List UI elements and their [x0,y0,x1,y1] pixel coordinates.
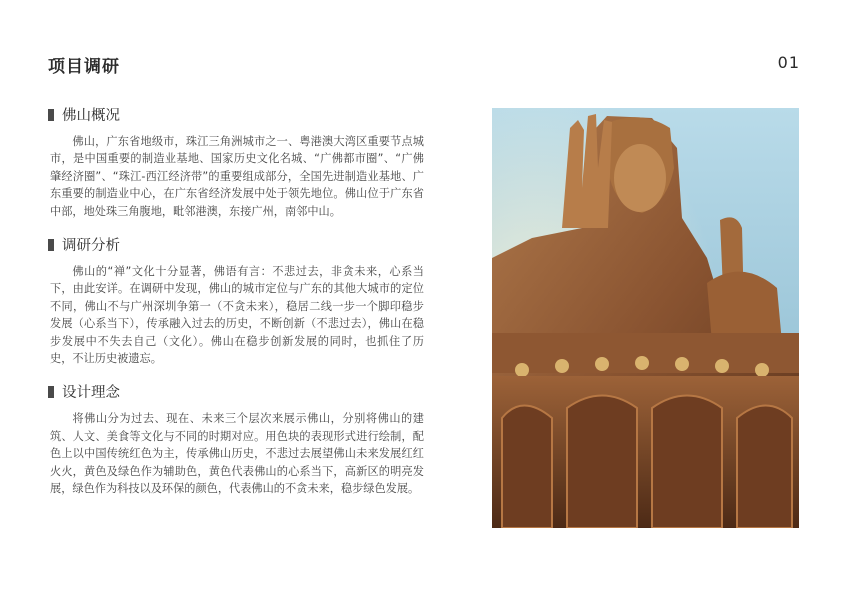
square-bullet-icon [48,386,54,398]
text-column [48,104,424,512]
section-heading [48,234,424,255]
section-paragraph: 佛山，广东省地级市，珠江三角洲城市之一、粤港澳大湾区重要节点城市，是中国重要的制造业基地、国家历史文化名城、“广佛都市圈”、“广佛肇经济圈”、“珠江-西江经济带”的重要组成部分，全国先进制造业基地、广东重要的制造业中心，在广东省经济发展中处于领先地位。佛山位于广东省中部，地处珠三角腹地，毗邻港澳，东接广州，南邻中山。 [50,135,424,218]
section-concept [48,381,424,497]
section-paragraph: 将佛山分为过去、现在、未来三个层次来展示佛山，分别将佛山的建筑、人文、美食等文化与不同的时期对应。用色块的表现形式进行绘制，配色上以中国传统红色为主，传承佛山历史，不悲过去展望佛山未来发展红红火火，黄色及绿色作为辅助色，黄色代表佛山的心系当下，高新区的明亮发展，绿色作为科技以及环保的颜色，代表佛山的不贪未来，稳步绿色发展。 [50,412,424,496]
page-title: 项目调研 [48,57,120,77]
section-analysis [48,234,424,367]
guanyin-statue-photo [492,108,799,528]
section-overview [48,104,424,220]
section-paragraph: 佛山的“禅”文化十分显著，佛语有言：不悲过去，非贪未来，心系当下，由此安详。在调研中发现，佛山的城市定位与广东的其他大城市的定位不同，佛山不与广州深圳争第一（不贪未来），稳居二线一步一个脚印稳步发展（心系当下），传承融入过去的历史，不断创新（不悲过去），佛山在稳步发展中不失去自己（文化）。佛山在稳步创新发展的同时，也抓住了历史，不让历史被遗忘。 [50,265,424,366]
section-heading [48,104,424,125]
page-number: 01 [777,53,800,72]
section-heading [48,381,424,402]
section-heading-text: 设计理念 [62,385,120,402]
section-heading-text: 佛山概况 [62,108,120,124]
square-bullet-icon [48,109,54,121]
square-bullet-icon [48,239,54,251]
statue-illustration [492,108,799,528]
section-heading-text: 调研分析 [62,238,120,255]
